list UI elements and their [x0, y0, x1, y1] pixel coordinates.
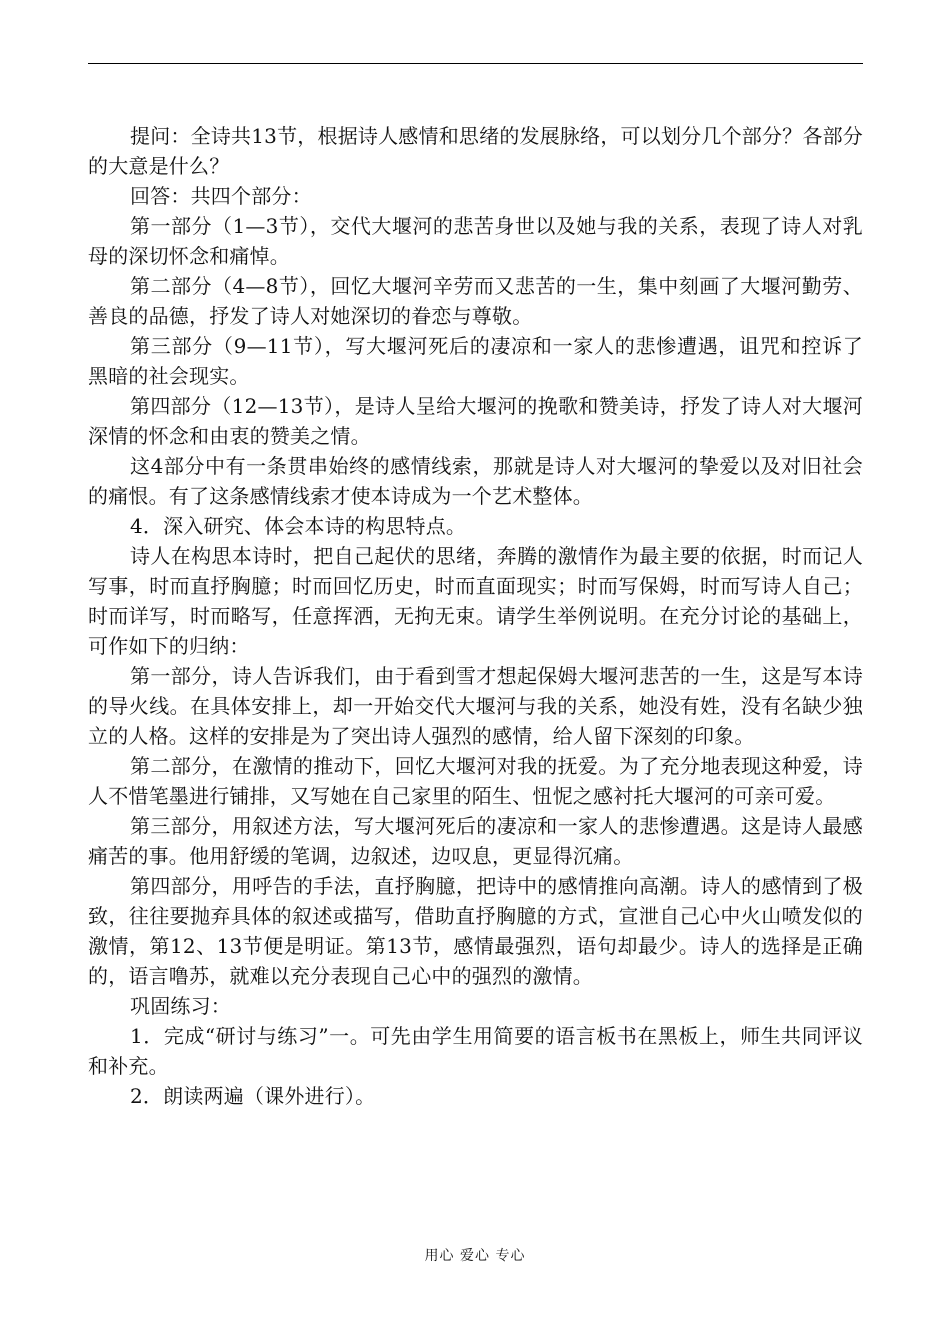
paragraph-conception: 诗人在构思本诗时，把自己起伏的思绪，奔腾的激情作为最主要的依据，时而记人写事，时而直抒胸臆；时而回忆历史，时而直面现实；时而写保姆，时而写诗人自己；时而详写，时而略写，任意挥洒，无拘无束。请学生举例说明。在充分讨论的基础上，可作如下的归纳：	[88, 544, 863, 658]
paragraph-analysis-2: 第二部分，在激情的推动下，回忆大堰河对我的抚爱。为了充分地表现这种爱，诗人不惜笔墨进行铺排，又写她在自己家里的陌生、忸怩之感衬托大堰河的可亲可爱。	[88, 754, 863, 808]
paragraph-part-4: 第四部分（12—13节），是诗人呈给大堰河的挽歌和赞美诗，抒发了诗人对大堰河深情的怀念和由衷的赞美之情。	[88, 394, 863, 448]
paragraph-exercise-1: 1．完成“研讨与练习”一。可先由学生用简要的语言板书在黑板上，师生共同评议和补充。	[88, 1024, 863, 1078]
paragraph-analysis-4: 第四部分，用呼告的手法，直抒胸臆，把诗中的感情推向高潮。诗人的感情到了极致，往往要抛弃具体的叙述或描写，借助直抒胸臆的方式，宣泄自己心中火山喷发似的激情，第12、13节便是明证。第13节，感情最强烈，语句却最少。诗人的选择是正确的，语言噜苏，就难以充分表现自己心中的强烈的激情。	[88, 874, 863, 988]
paragraph-part-2: 第二部分（4—8节），回忆大堰河辛劳而又悲苦的一生，集中刻画了大堰河勤劳、善良的品德，抒发了诗人对她深切的眷恋与尊敬。	[88, 274, 863, 328]
paragraph-part-1: 第一部分（1—3节），交代大堰河的悲苦身世以及她与我的关系，表现了诗人对乳母的深切怀念和痛悼。	[88, 214, 863, 268]
header-rule	[88, 63, 863, 64]
paragraph-question: 提问：全诗共13节，根据诗人感情和思绪的发展脉络，可以划分几个部分？各部分的大意是什么？	[88, 124, 863, 178]
paragraph-answer: 回答：共四个部分：	[130, 184, 312, 208]
paragraph-emotion-thread: 这4部分中有一条贯串始终的感情线索，那就是诗人对大堰河的挚爱以及对旧社会的痛恨。有了这条感情线索才使本诗成为一个艺术整体。	[88, 454, 863, 508]
paragraph-exercise-2: 2．朗读两遍（课外进行）。	[130, 1084, 376, 1108]
paragraph-section-4-heading: 4．深入研究、体会本诗的构思特点。	[130, 514, 467, 538]
paragraph-analysis-3: 第三部分，用叙述方法，写大堰河死后的凄凉和一家人的悲惨遭遇。这是诗人最感痛苦的事。他用舒缓的笔调，边叙述，边叹息，更显得沉痛。	[88, 814, 863, 868]
page-footer: 用心 爱心 专心	[424, 1248, 526, 1264]
document-body	[88, 121, 863, 1111]
paragraph-analysis-1: 第一部分，诗人告诉我们，由于看到雪才想起保姆大堰河悲苦的一生，这是写本诗的导火线。在具体安排上，却一开始交代大堰河与我的关系，她没有姓，没有名缺少独立的人格。这样的安排是为了突出诗人强烈的感情，给人留下深刻的印象。	[88, 664, 863, 748]
paragraph-exercise-heading: 巩固练习：	[130, 994, 231, 1018]
paragraph-part-3: 第三部分（9—11节），写大堰河死后的凄凉和一家人的悲惨遭遇，诅咒和控诉了黑暗的社会现实。	[88, 334, 863, 388]
